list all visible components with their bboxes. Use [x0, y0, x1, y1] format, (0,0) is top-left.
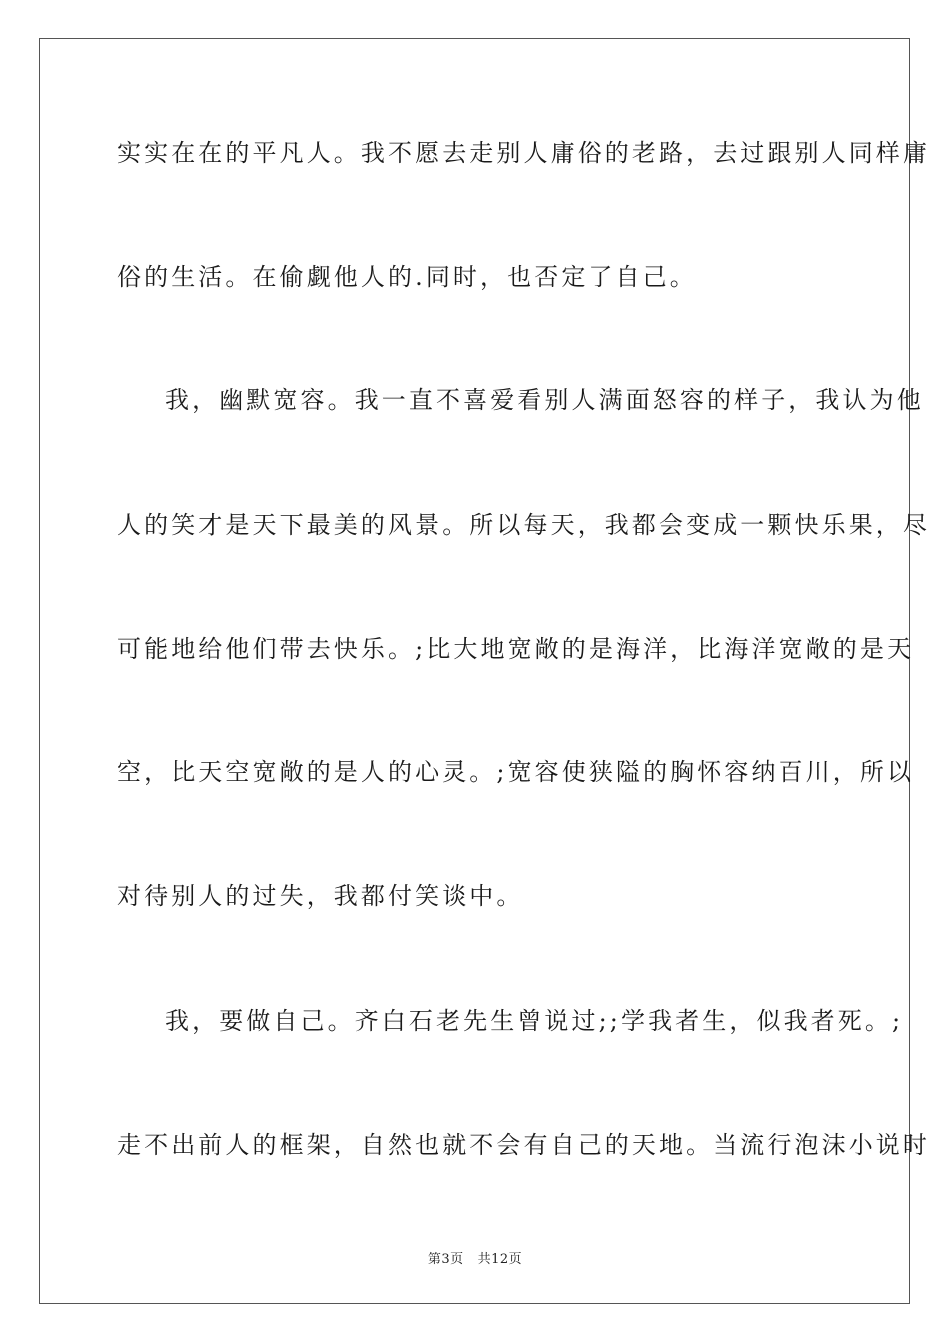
paragraph-line: 我，要做自己。齐白石老先生曾说过;;学我者生，似我者死。; [165, 1007, 904, 1035]
paragraph-line: 俗的生活。在偷觑他人的.同时，也否定了自己。 [117, 263, 697, 291]
paragraph-line: 可能地给他们带去快乐。;比大地宽敞的是海洋，比海洋宽敞的是天 [117, 635, 915, 663]
page-border [39, 38, 930, 1304]
paragraph-line: 对待别人的过失，我都付笑谈中。 [117, 882, 524, 910]
page-footer [0, 1248, 950, 1267]
paragraph-line: 走不出前人的框架，自然也就不会有自己的天地。当流行泡沫小说时 [117, 1131, 930, 1159]
page-total: 共12页 [477, 1252, 523, 1267]
paragraph-line: 空，比天空宽敞的是人的心灵。;宽容使狭隘的胸怀容纳百川，所以 [117, 758, 915, 786]
paragraph-line: 人的笑才是天下最美的风景。所以每天，我都会变成一颗快乐果，尽 [117, 511, 930, 539]
paragraph-line: 我，幽默宽容。我一直不喜爱看别人满面怒容的样子，我认为他 [165, 386, 924, 414]
paragraph-line: 实实在在的平凡人。我不愿去走别人庸俗的老路，去过跟别人同样庸 [117, 139, 930, 167]
page-number: 第3页 [427, 1252, 464, 1267]
